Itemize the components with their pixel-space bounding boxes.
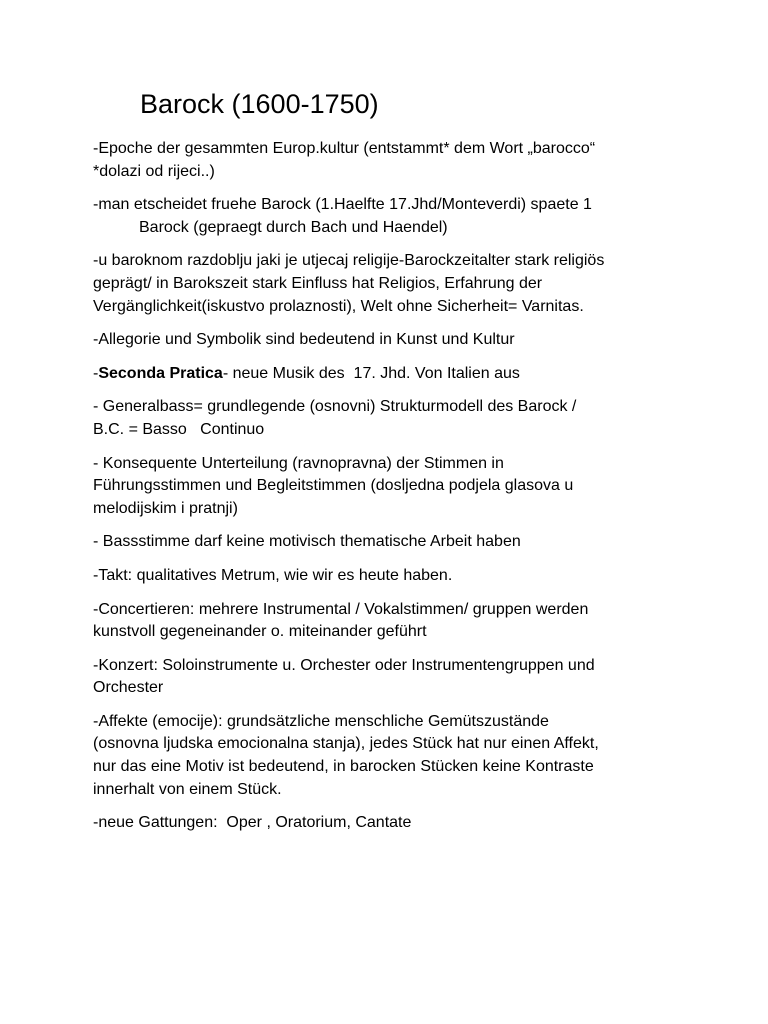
text-line: geprägt/ in Barokszeit stark Einfluss hat Religios, Erfahrung der bbox=[93, 274, 543, 292]
paragraph-concertieren bbox=[93, 599, 683, 644]
text-line: -u baroknom razdoblju jaki je utjecaj religije-Barockzeitalter stark religiös bbox=[93, 252, 605, 270]
text-line: - Bassstimme darf keine motivisch thematische Arbeit haben bbox=[93, 533, 521, 551]
text-line: melodijskim i pratnji) bbox=[93, 499, 238, 517]
paragraph-fruehe-spaete-barock bbox=[93, 194, 683, 239]
text-line: *dolazi od rijeci..) bbox=[93, 162, 215, 180]
text-line: Vergänglichkeit(iskustvo prolaznosti), Welt ohne Sicherheit= Varnitas. bbox=[93, 297, 584, 315]
paragraph-allegorie bbox=[93, 329, 683, 352]
text-line-indented: Barock (gepraegt durch Bach und Haendel) bbox=[139, 218, 448, 236]
text-line bbox=[93, 363, 683, 386]
text-line: B.C. = Basso Continuo bbox=[93, 420, 265, 438]
text-line: -Konzert: Soloinstrumente u. Orchester oder Instrumentengruppen und bbox=[93, 656, 595, 674]
paragraph-konzert bbox=[93, 655, 683, 700]
paragraph-gattungen bbox=[93, 812, 683, 835]
paragraph-generalbass bbox=[93, 396, 683, 441]
text-line: -neue Gattungen: Oper , Oratorium, Cantate bbox=[93, 814, 412, 832]
text-line: Führungsstimmen und Begleitstimmen (dosljedna podjela glasova u bbox=[93, 477, 574, 495]
text-line: - Konsequente Unterteilung (ravnopravna) der Stimmen in bbox=[93, 454, 504, 472]
text-line: nur das eine Motiv ist bedeutend, in barocken Stücken keine Kontraste bbox=[93, 758, 594, 776]
paragraph-seconda-pratica bbox=[93, 363, 683, 386]
text-line: -Concertieren: mehrere Instrumental / Vokalstimmen/ gruppen werden bbox=[93, 600, 589, 618]
paragraph-takt bbox=[93, 565, 683, 588]
document-body bbox=[93, 138, 683, 846]
text-line: -Affekte (emocije): grundsätzliche menschliche Gemütszustände bbox=[93, 712, 549, 730]
bold-term: Seconda Pratica bbox=[98, 364, 223, 382]
paragraph-unterteilung bbox=[93, 453, 683, 521]
text-line: Orchester bbox=[93, 679, 164, 697]
paragraph-religion bbox=[93, 250, 683, 318]
paragraph-affekte bbox=[93, 711, 683, 801]
page-title: Barock (1600-1750) bbox=[140, 89, 379, 119]
text-line: -man etscheidet fruehe Barock (1.Haelfte 17.Jhd/Monteverdi) spaete 1 bbox=[93, 196, 592, 214]
text-line: -Allegorie und Symbolik sind bedeutend in Kunst und Kultur bbox=[93, 331, 515, 349]
text-line: (osnovna ljudska emocionalna stanja), jedes Stück hat nur einen Affekt, bbox=[93, 735, 599, 753]
text-line: - Generalbass= grundlegende (osnovni) Strukturmodell des Barock / bbox=[93, 398, 577, 416]
paragraph-bassstimme bbox=[93, 531, 683, 554]
text-rest: - neue Musik des 17. Jhd. Von Italien aus bbox=[222, 364, 520, 382]
text-line: -Takt: qualitatives Metrum, wie wir es heute haben. bbox=[93, 566, 453, 584]
text-line: kunstvoll gegeneinander o. miteinander geführt bbox=[93, 623, 427, 641]
text-line: -Epoche der gesammten Europ.kultur (entstammt* dem Wort „barocco“ bbox=[93, 140, 596, 157]
text-prefix: - bbox=[93, 364, 99, 382]
paragraph-epoche bbox=[93, 138, 683, 183]
text-line: innerhalt von einem Stück. bbox=[93, 780, 282, 798]
